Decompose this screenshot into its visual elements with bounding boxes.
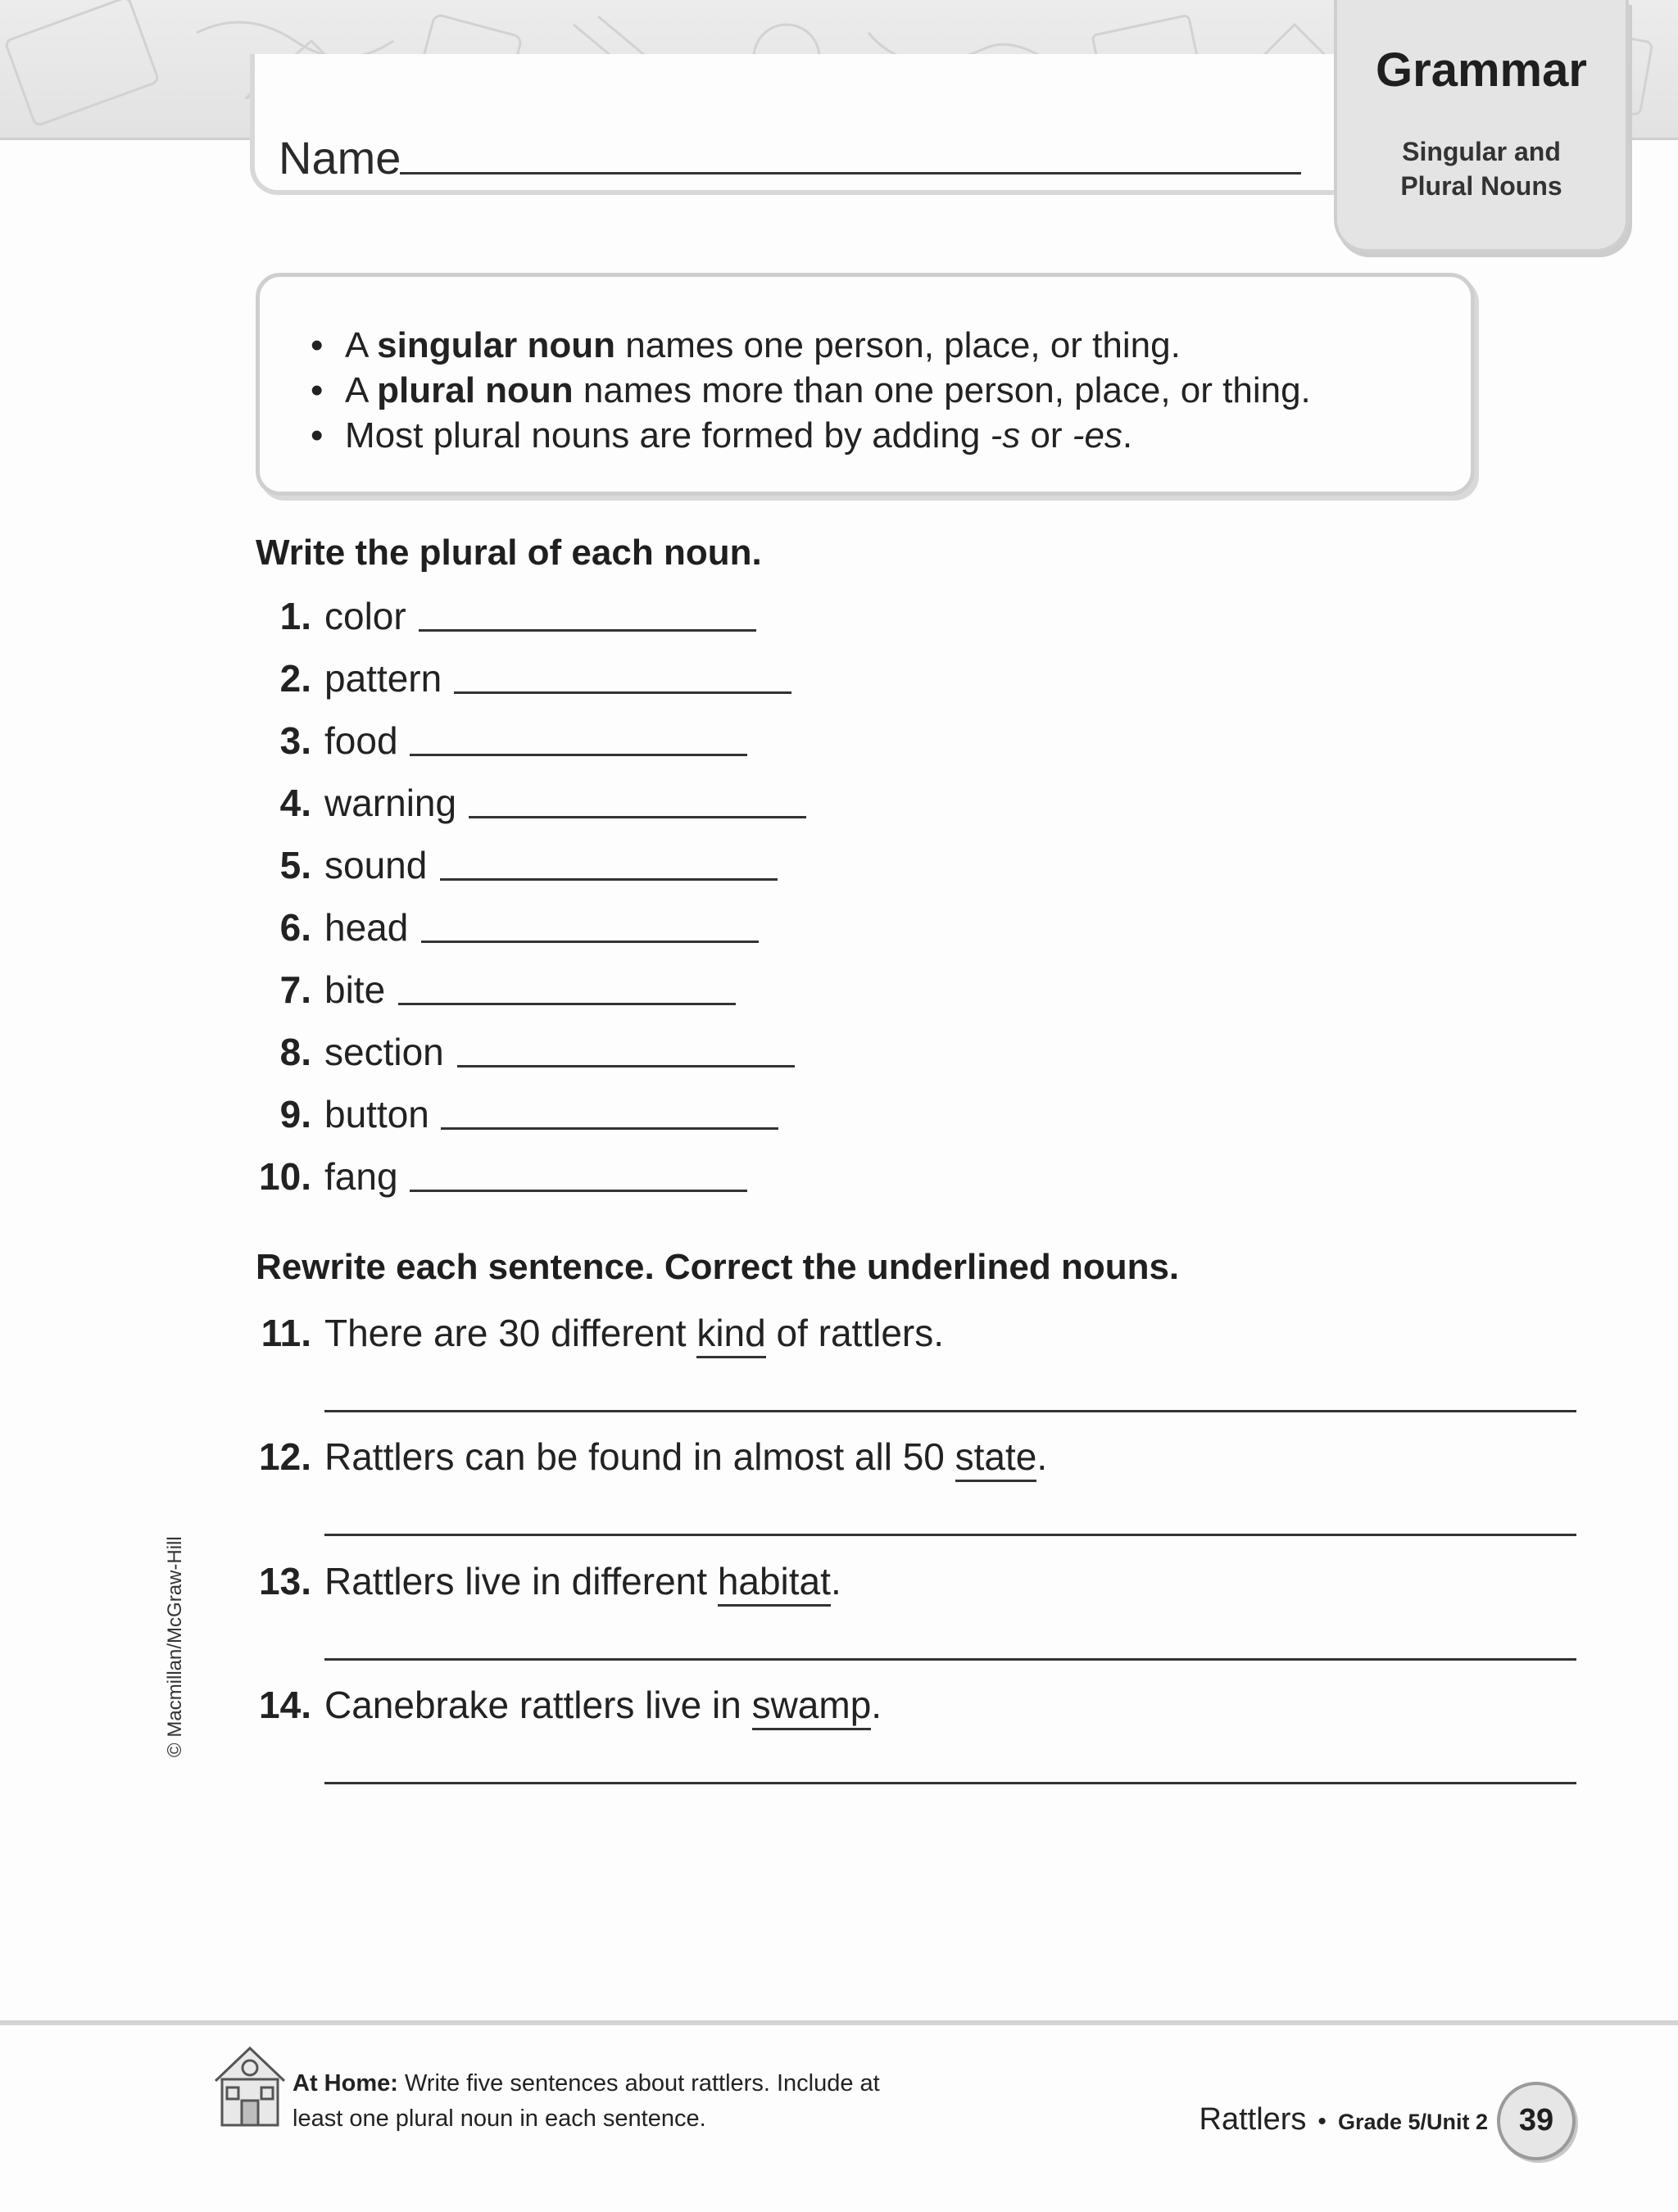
answer-line[interactable]: [457, 1065, 795, 1067]
item-number: 13.: [259, 1560, 311, 1602]
answer-line[interactable]: [419, 629, 756, 632]
page-number: 39: [1497, 2082, 1576, 2160]
singular-noun: section: [324, 1031, 444, 1073]
rewrite-answer-line[interactable]: [324, 1782, 1576, 1784]
item-number: 6.: [279, 906, 311, 949]
item-number: 14.: [259, 1684, 311, 1726]
rewrite-answer-line[interactable]: [324, 1534, 1576, 1536]
tab-title: Grammar: [1376, 43, 1587, 97]
rule-item: • A singular noun names one person, place, or thing.: [311, 323, 1471, 368]
singular-noun: head: [324, 906, 409, 949]
underlined-noun: kind: [696, 1312, 765, 1358]
bullet-icon: •: [311, 370, 324, 410]
item-number: 4.: [279, 782, 311, 824]
singular-noun: fang: [324, 1155, 398, 1198]
underlined-noun: swamp: [752, 1684, 872, 1730]
item-number: 10.: [259, 1155, 311, 1198]
rewrite-answer-line[interactable]: [324, 1410, 1576, 1412]
singular-noun: button: [324, 1093, 429, 1135]
at-home-label: At Home:: [293, 2070, 398, 2096]
item-number: 2.: [279, 657, 311, 700]
at-home-note: At Home: Write five sentences about rattlers. Include at least one plural noun in each sentence.: [293, 2070, 880, 2132]
answer-line[interactable]: [410, 1190, 747, 1192]
sentence-text: Rattlers live in different habitat.: [324, 1559, 841, 1603]
item-number: 9.: [279, 1093, 311, 1135]
bullet-icon: •: [311, 415, 324, 456]
rule-box: [256, 273, 1475, 496]
answer-line[interactable]: [398, 1003, 736, 1005]
footer-credit: [1200, 2102, 1489, 2137]
sentence-text: Rattlers can be found in almost all 50 state.: [324, 1435, 1047, 1479]
answer-line[interactable]: [441, 1127, 778, 1130]
answer-line[interactable]: [440, 878, 778, 881]
story-title: Rattlers: [1199, 2102, 1307, 2137]
singular-noun: pattern: [324, 657, 442, 700]
answer-line[interactable]: [421, 941, 759, 943]
singular-noun: warning: [324, 782, 457, 824]
item-number: 5.: [279, 844, 311, 886]
answer-line[interactable]: [454, 691, 791, 694]
answer-line[interactable]: [469, 816, 806, 818]
sentence-text: There are 30 different kind of rattlers.: [324, 1311, 944, 1355]
item-number: 12.: [259, 1435, 311, 1478]
singular-noun: food: [324, 719, 398, 762]
singular-noun: bite: [324, 968, 386, 1011]
sentence-text: Canebrake rattlers live in swamp.: [324, 1683, 882, 1727]
item-number: 7.: [279, 968, 311, 1011]
rule-item: • A plural noun names more than one person, place, or thing.: [311, 368, 1471, 413]
section1-instruction: Write the plural of each noun.: [256, 533, 762, 573]
rewrite-answer-line[interactable]: [324, 1658, 1576, 1661]
grade-unit: Grade 5/Unit 2: [1337, 2110, 1488, 2134]
item-number: 1.: [279, 595, 311, 637]
rule-list: [260, 277, 1471, 458]
underlined-noun: state: [955, 1435, 1037, 1482]
underlined-noun: habitat: [718, 1560, 831, 1607]
tab-subtitle: [1337, 134, 1626, 203]
section-tab: [1334, 0, 1629, 252]
answer-line[interactable]: [410, 754, 747, 756]
copyright: © Macmillan/McGraw-Hill: [164, 1536, 186, 1757]
item-number: 11.: [261, 1312, 311, 1354]
bullet-icon: •: [311, 325, 324, 365]
section2-instruction: Rewrite each sentence. Correct the underlined nouns.: [256, 1247, 1180, 1287]
name-write-line[interactable]: [400, 172, 1301, 175]
name-label: Name: [279, 132, 401, 184]
footer-bullet: •: [1317, 2108, 1327, 2135]
item-number: 3.: [279, 719, 311, 762]
singular-noun: color: [324, 595, 406, 637]
rule-item: • Most plural nouns are formed by adding -s or -es.: [311, 413, 1471, 458]
singular-noun: sound: [324, 844, 428, 886]
house-icon: [209, 2040, 291, 2130]
footer-divider: [0, 2020, 1678, 2025]
tab-subtitle-line1: Singular and: [1402, 137, 1561, 166]
tab-subtitle-line2: Plural Nouns: [1400, 171, 1562, 201]
item-number: 8.: [279, 1031, 311, 1073]
